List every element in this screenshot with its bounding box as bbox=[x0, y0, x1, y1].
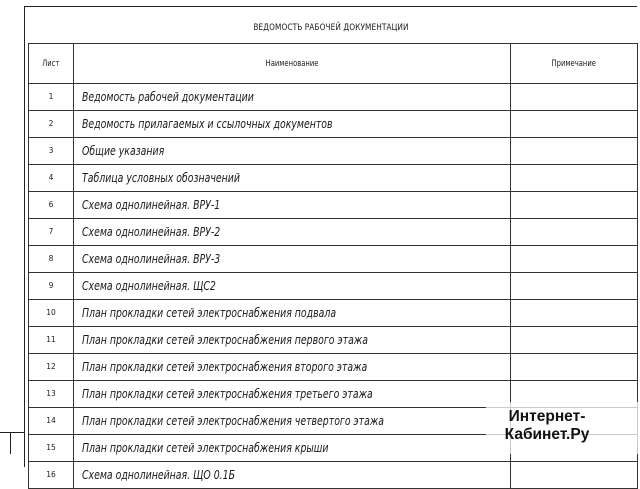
column-header-sheet: Лист bbox=[29, 44, 74, 84]
frame-corner-line bbox=[10, 432, 11, 454]
table-row bbox=[29, 84, 638, 111]
sheet-number: 6 bbox=[29, 192, 74, 219]
sheet-number: 15 bbox=[29, 435, 74, 462]
document-note bbox=[511, 111, 638, 138]
document-name bbox=[74, 192, 511, 219]
document-name-text: Схема однолинейная. ЩС2 bbox=[82, 279, 216, 293]
document-sheet bbox=[24, 6, 637, 482]
sheet-number: 13 bbox=[29, 381, 74, 408]
watermark bbox=[486, 402, 640, 454]
document-note bbox=[511, 300, 638, 327]
table-row bbox=[29, 327, 638, 354]
column-header-name: Наименование bbox=[74, 44, 511, 84]
document-name-text: План прокладки сетей электроснабжения четвертого этажа bbox=[82, 414, 385, 428]
document-note bbox=[511, 273, 638, 300]
document-name bbox=[74, 327, 511, 354]
sheet-number: 14 bbox=[29, 408, 74, 435]
document-name bbox=[74, 219, 511, 246]
table-row bbox=[29, 192, 638, 219]
document-name-text: План прокладки сетей электроснабжения третьего этажа bbox=[82, 387, 373, 401]
document-name-text: План прокладки сетей электроснабжения первого этажа bbox=[82, 333, 368, 347]
sheet-number: 7 bbox=[29, 219, 74, 246]
document-note bbox=[511, 84, 638, 111]
document-note bbox=[511, 165, 638, 192]
document-name bbox=[74, 354, 511, 381]
sheet-number: 8 bbox=[29, 246, 74, 273]
document-name bbox=[74, 165, 511, 192]
frame-corner-line bbox=[0, 432, 24, 433]
document-name-text: План прокладки сетей электроснабжения крыши bbox=[82, 441, 329, 455]
sheet-number: 9 bbox=[29, 273, 74, 300]
document-name-text: Ведомость рабочей документации bbox=[82, 90, 254, 104]
document-name bbox=[74, 462, 511, 489]
sheet-number: 4 bbox=[29, 165, 74, 192]
document-name bbox=[74, 300, 511, 327]
table-row bbox=[29, 219, 638, 246]
document-name-text: Общие указания bbox=[82, 144, 165, 158]
document-name bbox=[74, 408, 511, 435]
document-name-text: Схема однолинейная. ВРУ-1 bbox=[82, 198, 221, 212]
sheet-number: 12 bbox=[29, 354, 74, 381]
table-row bbox=[29, 165, 638, 192]
watermark-line-2: Кабинет.Ру bbox=[504, 426, 590, 443]
document-name bbox=[74, 138, 511, 165]
sheet-number: 10 bbox=[29, 300, 74, 327]
table-row bbox=[29, 111, 638, 138]
document-note bbox=[511, 219, 638, 246]
sheet-number: 1 bbox=[29, 84, 74, 111]
table-row bbox=[29, 138, 638, 165]
table-row bbox=[29, 273, 638, 300]
sheet-number: 11 bbox=[29, 327, 74, 354]
document-name bbox=[74, 381, 511, 408]
column-header-note: Примечание bbox=[511, 44, 638, 84]
document-name bbox=[74, 246, 511, 273]
table-row bbox=[29, 246, 638, 273]
table-row bbox=[29, 462, 638, 489]
watermark-line-1: Интернет- bbox=[508, 408, 586, 425]
watermark-text bbox=[486, 408, 608, 444]
table-row bbox=[29, 300, 638, 327]
document-name bbox=[74, 111, 511, 138]
document-note bbox=[511, 462, 638, 489]
sheet-number: 16 bbox=[29, 462, 74, 489]
document-note bbox=[511, 246, 638, 273]
document-name-text: Таблица условных обозначений bbox=[82, 171, 240, 185]
table-header-row bbox=[29, 44, 638, 84]
document-name-text: План прокладки сетей электроснабжения второго этажа bbox=[82, 360, 368, 374]
sheet-number: 3 bbox=[29, 138, 74, 165]
document-note bbox=[511, 192, 638, 219]
document-name bbox=[74, 273, 511, 300]
table-row bbox=[29, 354, 638, 381]
document-title: ВЕДОМОСТЬ РАБОЧЕЙ ДОКУМЕНТАЦИИ bbox=[253, 23, 409, 33]
document-name-text: Схема однолинейная. ВРУ-3 bbox=[82, 252, 221, 266]
document-name-text: Ведомость прилагаемых и ссылочных документов bbox=[82, 117, 333, 131]
document-note bbox=[511, 138, 638, 165]
document-name bbox=[74, 435, 511, 462]
document-name-text: Схема однолинейная. ВРУ-2 bbox=[82, 225, 221, 239]
document-note bbox=[511, 327, 638, 354]
document-name-text: План прокладки сетей электроснабжения подвала bbox=[82, 306, 337, 320]
sheet-number: 2 bbox=[29, 111, 74, 138]
document-note bbox=[511, 354, 638, 381]
document-name-text: Схема однолинейная. ЩО 0.1Б bbox=[82, 468, 236, 482]
document-name bbox=[74, 84, 511, 111]
